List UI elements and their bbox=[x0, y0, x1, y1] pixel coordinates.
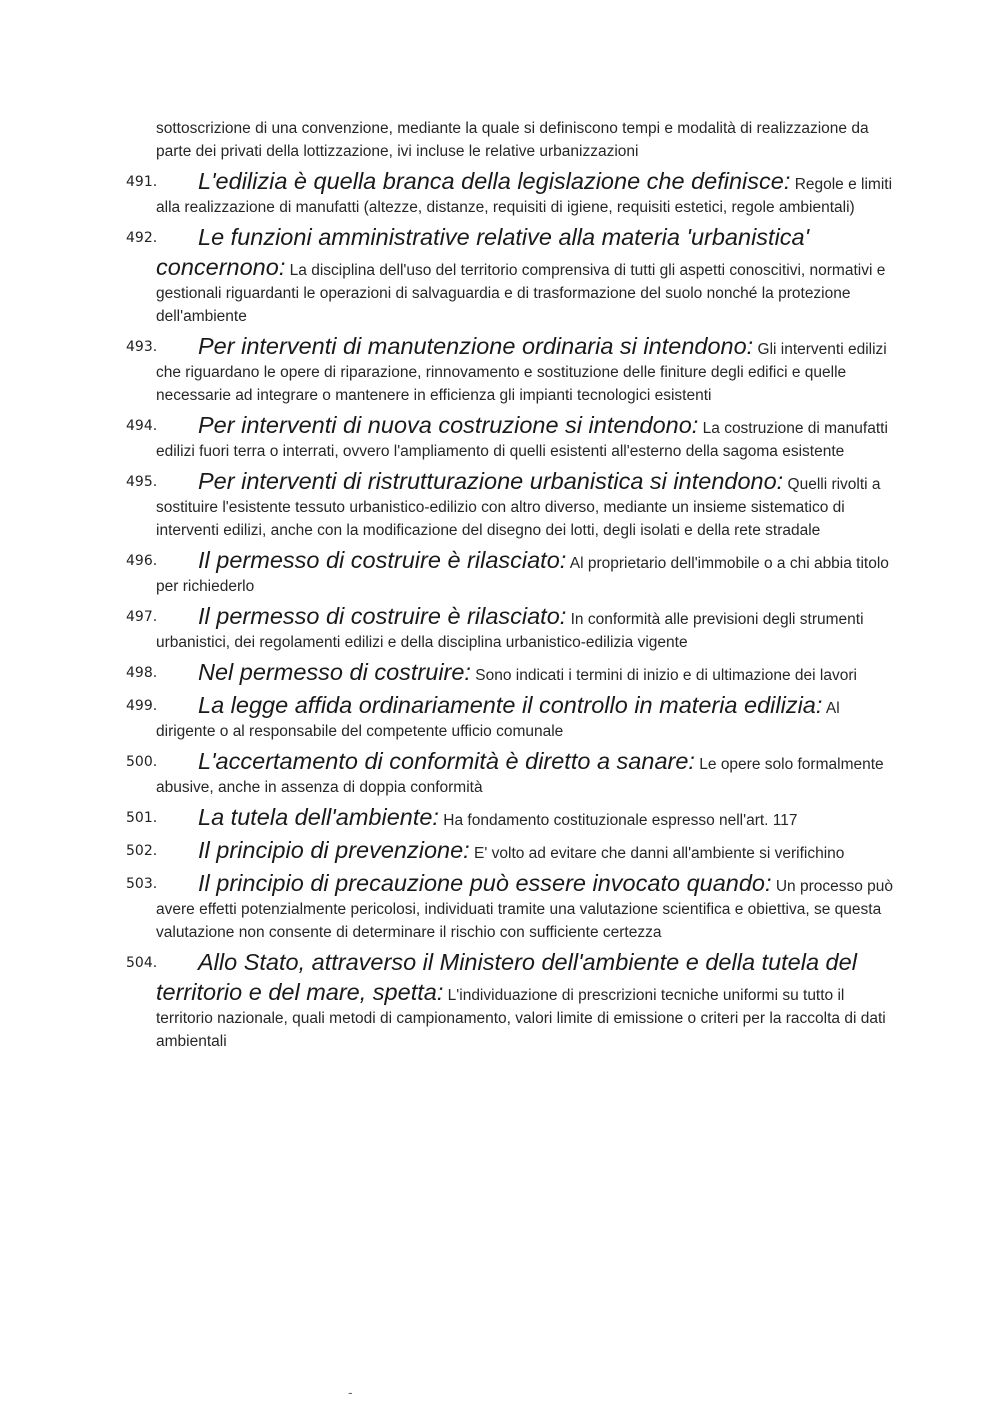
entry-text bbox=[156, 947, 898, 1053]
entry-question: La tutela dell'ambiente: bbox=[198, 804, 439, 830]
entry-question: Il principio di prevenzione: bbox=[198, 837, 470, 863]
entry-text bbox=[156, 746, 898, 799]
entry-question: Per interventi di manutenzione ordinaria si intendono: bbox=[198, 333, 754, 359]
question-entry bbox=[0, 410, 1000, 463]
entry-question: Le funzioni amministrative relative alla materia 'urbanistica' concernono: bbox=[156, 224, 810, 280]
entry-answer: Al dirigente o al responsabile del competente ufficio comunale bbox=[156, 700, 840, 740]
entry-question: L'accertamento di conformità è diretto a sanare: bbox=[198, 748, 695, 774]
entry-text bbox=[156, 545, 898, 598]
question-entry bbox=[0, 657, 1000, 687]
entry-question: Per interventi di nuova costruzione si intendono: bbox=[198, 412, 699, 438]
continuation-paragraph: sottoscrizione di una convenzione, mediante la quale si definiscono tempi e modalità di realizzazione da parte dei privati della lottizzazione, ivi incluse le relative urbanizzazioni bbox=[156, 120, 869, 160]
entry-text bbox=[156, 166, 898, 219]
entry-number: 495. bbox=[126, 474, 158, 490]
entry-text bbox=[156, 222, 898, 328]
entry-text bbox=[156, 410, 898, 463]
entry-text bbox=[156, 690, 898, 743]
entry-question: Il permesso di costruire è rilasciato: bbox=[198, 547, 567, 573]
question-list bbox=[0, 166, 1000, 1056]
entry-answer: E' volto ad evitare che danni all'ambiente si verifichino bbox=[474, 845, 845, 862]
entry-number: 492. bbox=[126, 230, 158, 246]
entry-answer: La disciplina dell'uso del territorio comprensiva di tutti gli aspetti conoscitivi, normativi e gestionali riguardanti le operazioni di salvaguardia e di trasformazione del suolo nonché la protezione dell'ambiente bbox=[156, 262, 886, 325]
entry-number: 503. bbox=[126, 876, 158, 892]
entry-number: 494. bbox=[126, 418, 158, 434]
entry-question: Nel permesso di costruire: bbox=[198, 659, 471, 685]
entry-text bbox=[156, 601, 898, 654]
entry-number: 493. bbox=[126, 339, 158, 355]
entry-text bbox=[156, 835, 898, 865]
question-entry bbox=[0, 601, 1000, 654]
entry-number: 500. bbox=[126, 754, 158, 770]
entry-answer: La costruzione di manufatti edilizi fuori terra o interrati, ovvero l'ampliamento di quelli esistenti all'esterno della sagoma esistente bbox=[156, 420, 888, 460]
entry-answer: Le opere solo formalmente abusive, anche in assenza di doppia conformità bbox=[156, 756, 884, 796]
question-entry bbox=[0, 746, 1000, 799]
page-footer-mark: - bbox=[348, 1384, 353, 1400]
entry-answer: In conformità alle previsioni degli strumenti urbanistici, dei regolamenti edilizi e della disciplina urbanistico-edilizia vigente bbox=[156, 611, 864, 651]
entry-question: La legge affida ordinariamente il controllo in materia edilizia: bbox=[198, 692, 823, 718]
question-entry bbox=[0, 835, 1000, 865]
entry-number: 497. bbox=[126, 609, 158, 625]
question-entry bbox=[0, 331, 1000, 407]
entry-question: Il permesso di costruire è rilasciato: bbox=[198, 603, 567, 629]
question-entry bbox=[0, 802, 1000, 832]
question-entry bbox=[0, 868, 1000, 944]
question-entry bbox=[0, 222, 1000, 328]
entry-answer: L'individuazione di prescrizioni tecniche uniformi su tutto il territorio nazionale, quali metodi di campionamento, valori limite di emissione o criteri per la raccolta di dati ambientali bbox=[156, 987, 886, 1050]
entry-question: Allo Stato, attraverso il Ministero dell'ambiente e della tutela del territorio e del mare, spetta: bbox=[156, 949, 857, 1005]
entry-answer: Un processo può avere effetti potenzialmente pericolosi, individuati tramite una valutazione scientifica e obiettiva, se questa valutazione non consente di determinare il rischio con sufficiente certezza bbox=[156, 878, 894, 941]
entry-number: 491. bbox=[126, 174, 158, 190]
entry-answer: Gli interventi edilizi che riguardano le opere di riparazione, rinnovamento e sostituzione delle finiture degli edifici e quelle necessarie ad integrare o mantenere in efficienza gli impianti tecnologici esistenti bbox=[156, 341, 887, 404]
question-entry bbox=[0, 545, 1000, 598]
entry-answer: Quelli rivolti a sostituire l'esistente tessuto urbanistico-edilizio con altro diverso, mediante un insieme sistematico di interventi edilizi, anche con la modificazione del disegno dei lotti, degli isolati e della rete stradale bbox=[156, 476, 881, 539]
question-entry bbox=[0, 166, 1000, 219]
question-entry bbox=[0, 947, 1000, 1053]
entry-question: Il principio di precauzione può essere invocato quando: bbox=[198, 870, 772, 896]
question-entry bbox=[0, 690, 1000, 743]
entry-text bbox=[156, 657, 898, 687]
entry-question: Per interventi di ristrutturazione urbanistica si intendono: bbox=[198, 468, 784, 494]
entry-question: L'edilizia è quella branca della legislazione che definisce: bbox=[198, 168, 791, 194]
entry-answer: Regole e limiti alla realizzazione di manufatti (altezze, distanze, requisiti di igiene, requisiti estetici, regole ambientali) bbox=[156, 176, 893, 216]
entry-answer: Al proprietario dell'immobile o a chi abbia titolo per richiederlo bbox=[156, 555, 889, 595]
entry-text bbox=[156, 331, 898, 407]
entry-text bbox=[156, 466, 898, 542]
entry-number: 504. bbox=[126, 955, 158, 971]
entry-number: 501. bbox=[126, 810, 158, 826]
entry-number: 496. bbox=[126, 553, 158, 569]
entry-number: 502. bbox=[126, 843, 158, 859]
question-entry bbox=[0, 466, 1000, 542]
entry-answer: Ha fondamento costituzionale espresso nell'art. 117 bbox=[443, 812, 798, 829]
entry-text bbox=[156, 802, 898, 832]
entry-text bbox=[156, 868, 898, 944]
entry-answer: Sono indicati i termini di inizio e di ultimazione dei lavori bbox=[475, 667, 857, 684]
entry-number: 499. bbox=[126, 698, 158, 714]
entry-number: 498. bbox=[126, 665, 158, 681]
